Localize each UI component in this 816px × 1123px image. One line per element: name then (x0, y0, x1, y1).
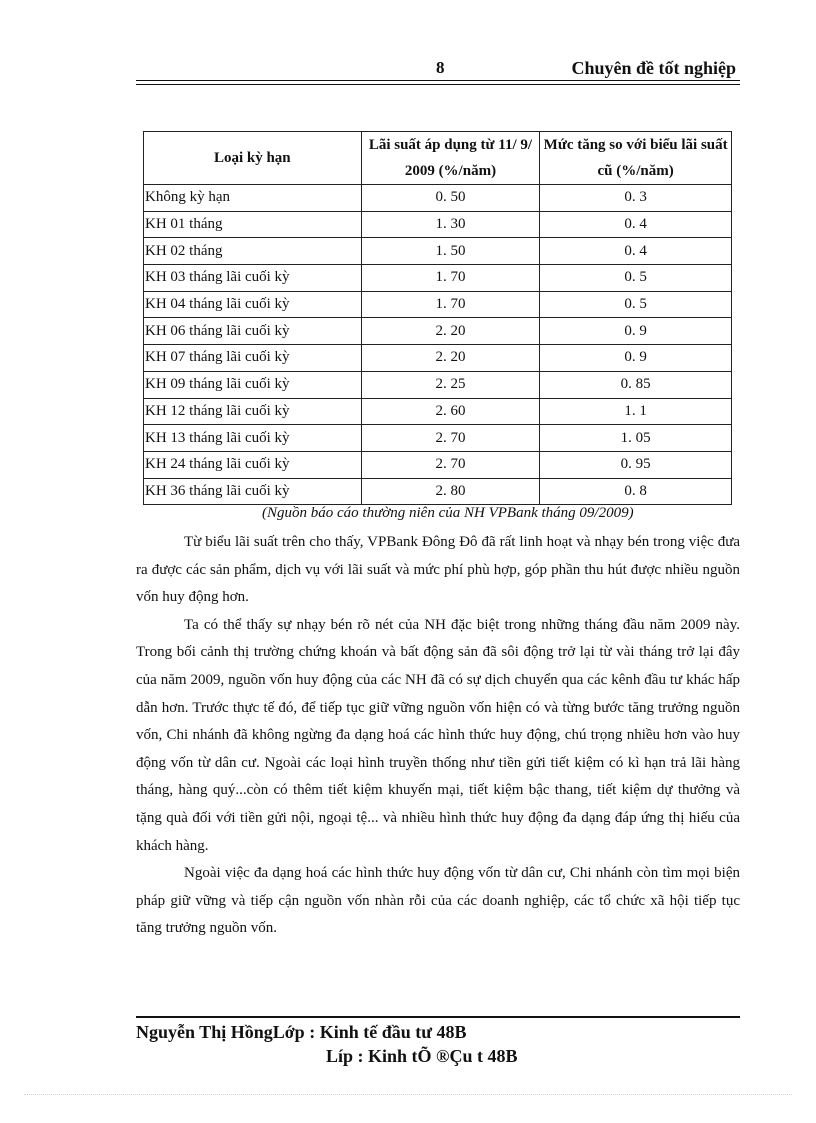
column-header-term: Loại kỳ hạn (144, 132, 362, 185)
term-cell: KH 04 tháng lãi cuối kỳ (144, 291, 362, 318)
term-cell: KH 09 tháng lãi cuối kỳ (144, 371, 362, 398)
rate-cell: 2. 70 (361, 451, 540, 478)
table-row (144, 318, 732, 345)
table-row (144, 425, 732, 452)
rate-cell: 2. 70 (361, 425, 540, 452)
table-row (144, 265, 732, 292)
document-type-title: Chuyên đề tốt nghiệp (571, 58, 736, 78)
table-row (144, 398, 732, 425)
header-rule-top (136, 80, 740, 81)
increase-cell: 0. 8 (540, 478, 732, 505)
rate-cell: 2. 20 (361, 345, 540, 372)
increase-cell: 0. 9 (540, 345, 732, 372)
page-bottom-dotted-rule (24, 1094, 792, 1095)
rate-cell: 2. 25 (361, 371, 540, 398)
table-row (144, 371, 732, 398)
term-cell: KH 01 tháng (144, 211, 362, 238)
increase-cell: 0. 5 (540, 265, 732, 292)
term-cell: KH 13 tháng lãi cuối kỳ (144, 425, 362, 452)
rate-cell: 0. 50 (361, 185, 540, 212)
header-rule-bottom (136, 84, 740, 85)
table-header-row (144, 132, 732, 185)
rate-cell: 2. 80 (361, 478, 540, 505)
paragraph: Từ biểu lãi suất trên cho thấy, VPBank Đông Đô đã rất linh hoạt và nhạy bén trong việc đưa ra được các sản phẩm, dịch vụ với lãi suất và mức phí phù hợp, góp phần thu hút được nhiều nguồn vốn huy động hơn. (136, 534, 740, 606)
rate-cell: 2. 20 (361, 318, 540, 345)
rate-cell: 1. 70 (361, 291, 540, 318)
column-header-increase: Mức tăng so với biểu lãi suất cũ (%/năm) (540, 132, 732, 185)
footer-rule (136, 1016, 740, 1018)
interest-rate-table (143, 131, 732, 505)
table-row (144, 451, 732, 478)
table-row (144, 211, 732, 238)
term-cell: KH 36 tháng lãi cuối kỳ (144, 478, 362, 505)
term-cell: KH 12 tháng lãi cuối kỳ (144, 398, 362, 425)
increase-cell: 0. 4 (540, 238, 732, 265)
increase-cell: 0. 3 (540, 185, 732, 212)
column-header-rate: Lãi suất áp dụng từ 11/ 9/ 2009 (%/năm) (361, 132, 540, 185)
increase-cell: 1. 05 (540, 425, 732, 452)
increase-cell: 0. 95 (540, 451, 732, 478)
term-cell: KH 06 tháng lãi cuối kỳ (144, 318, 362, 345)
rate-cell: 2. 60 (361, 398, 540, 425)
increase-cell: 0. 5 (540, 291, 732, 318)
rate-cell: 1. 50 (361, 238, 540, 265)
term-cell: KH 24 tháng lãi cuối kỳ (144, 451, 362, 478)
increase-cell: 0. 85 (540, 371, 732, 398)
increase-cell: 0. 9 (540, 318, 732, 345)
term-cell: KH 03 tháng lãi cuối kỳ (144, 265, 362, 292)
paragraph: Ta có thể thấy sự nhạy bén rõ nét của NH đặc biệt trong những tháng đầu năm 2009 này. Trong bối cảnh thị trường chứng khoán và bất động sản đã sôi động trở lại từ vài tháng trở lại đây của năm 2009, nguồn vốn huy động của các NH đã có sự dịch chuyển qua các kênh đầu tư khác hấp dẫn hơn. Trước thực tế đó, để tiếp tục giữ vững nguồn vốn hiện có và từng bước tăng trưởng nguồn vốn, Chi nhánh đã không ngừng đa dạng hoá các hình thức huy động, chú trọng nhiều hơn vào huy động vốn từ dân cư. Ngoài các loại hình truyền thống như tiền gửi tiết kiệm có kì hạn trả lãi hàng tháng, hàng quý...còn có thêm tiết kiệm khuyến mại, tiết kiệm bậc thang, tiết kiệm dự thưởng và tặng quà đối với tiền gửi nội, ngoại tệ... và nhiều hình thức huy động đa dạng đáp ứng thị hiếu của khách hàng. (136, 616, 740, 854)
term-cell: KH 07 tháng lãi cuối kỳ (144, 345, 362, 372)
rate-cell: 1. 30 (361, 211, 540, 238)
table-source-caption: (Nguồn báo cáo thường niên của NH VPBank tháng 09/2009) (262, 505, 634, 521)
table-row (144, 238, 732, 265)
increase-cell: 0. 4 (540, 211, 732, 238)
table-row (144, 185, 732, 212)
footer-author-line: Nguyễn Thị HồngLớp : Kinh tế đầu tư 48B (136, 1022, 467, 1042)
footer-class-line: Líp : Kinh tÕ ®Çu t 48B (326, 1046, 518, 1066)
rate-cell: 1. 70 (361, 265, 540, 292)
table-row (144, 478, 732, 505)
body-text (136, 529, 740, 943)
table-row (144, 345, 732, 372)
term-cell: Không kỳ hạn (144, 185, 362, 212)
table-row (144, 291, 732, 318)
term-cell: KH 02 tháng (144, 238, 362, 265)
page-number: 8 (436, 58, 445, 77)
increase-cell: 1. 1 (540, 398, 732, 425)
paragraph: Ngoài việc đa dạng hoá các hình thức huy động vốn từ dân cư, Chi nhánh còn tìm mọi biện pháp giữ vững và tiếp cận nguồn vốn nhàn rỗi của các doanh nghiệp, các tổ chức xã hội tiếp tục tăng trưởng nguồn vốn. (136, 865, 740, 937)
